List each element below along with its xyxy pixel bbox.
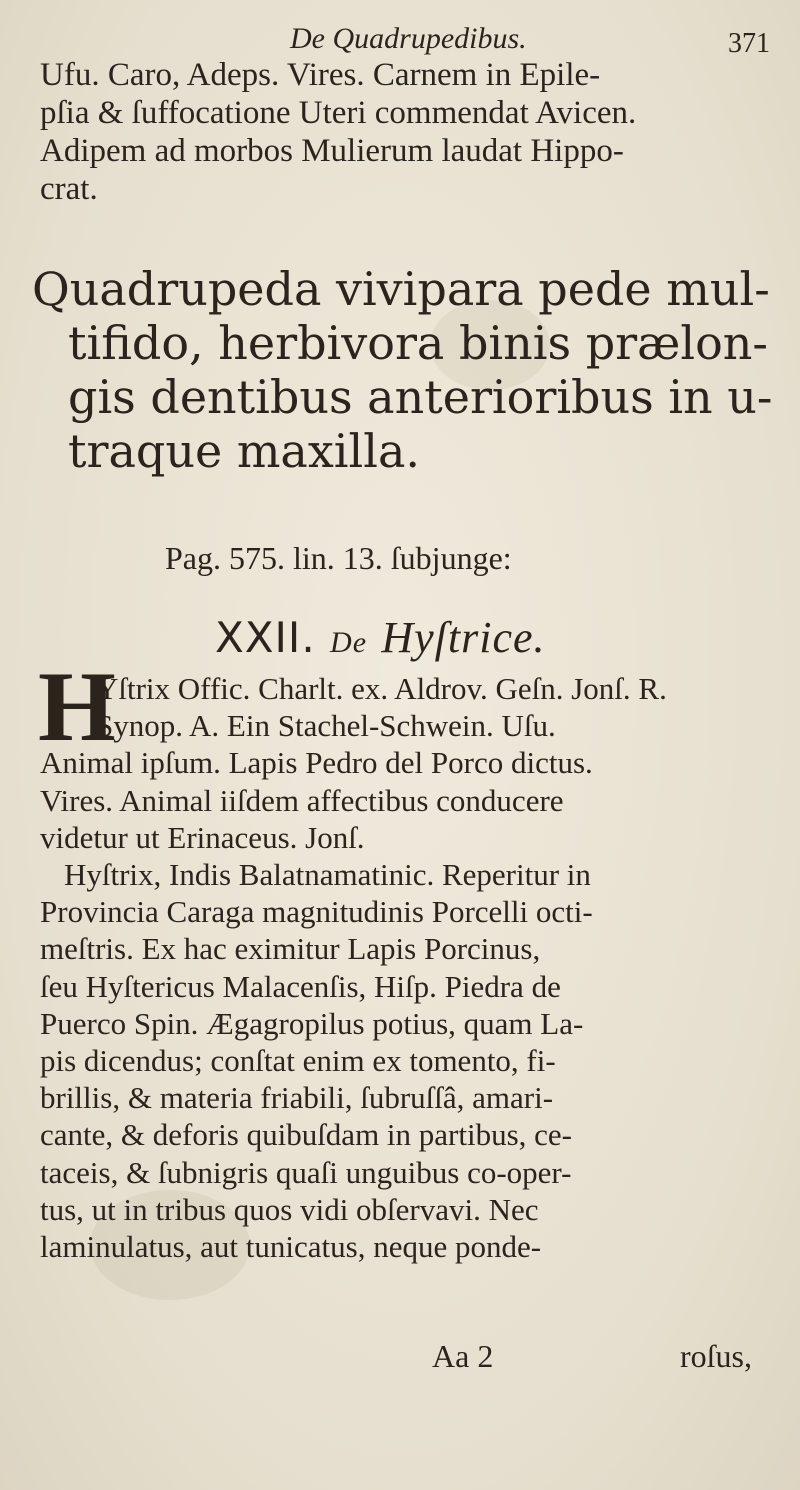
intro-paragraph [40,56,770,208]
entry-name: Hyſtrice. [381,613,546,662]
text-line: Vires. Animal iiſdem affectibus conducere [40,782,564,818]
text-line: pſia & ſuffocatione Uteri commendat Avicen. [40,95,637,131]
page-footer [0,1338,800,1378]
text-line: Provincia Caraga magnitudinis Porcelli octi- [40,894,593,930]
text-line: tus, ut in tribus quos vidi obſervavi. Nec [40,1191,539,1227]
text-line: ſeu Hyſtericus Malacenſis, Hiſp. Piedra de [40,968,561,1004]
heading-line: gis dentibus anterioribus in u- [68,370,773,424]
heading-line: traque maxilla. [68,424,420,478]
page-number: 371 [728,28,770,59]
text-line: laminulatus, aut tunicatus, neque ponde- [40,1229,542,1265]
text-line: Hyſtrix, Indis Balatnamatinic. Reperitur in [64,857,591,893]
running-title: De Quadrupedibus. [290,22,527,55]
catchword: roſus, [680,1338,752,1374]
signature-mark: Aa 2 [432,1338,494,1374]
drop-cap: H [38,651,116,762]
text-line: Yſtrix Offic. Charlt. ex. Aldrov. Geſn. Jonſ. R. [96,671,667,706]
entry-number: XXII. [215,613,316,662]
text-line: pis dicendus; conſtat enim ex tomento, fi- [40,1043,556,1079]
running-head [0,18,800,58]
text-line: cante, & deforis quibuſdam in partibus, ce- [40,1117,573,1153]
text-line: taceis, & ſubnigris quaſi unguibus co-oper- [40,1154,572,1190]
heading-line: tifido, herbivora binis prælon- [68,316,768,370]
text-line: meſtris. Ex hac eximitur Lapis Porcinus, [40,931,541,967]
text-line: Puerco Spin. Ægagropilus potius, quam La- [40,1005,584,1041]
entry-de: De [330,626,368,659]
text-line: Adipem ad morbos Mulierum laudat Hippo- [40,133,624,169]
text-line: videtur ut Erinaceus. Jonſ. [40,819,365,855]
text-line: brillis, & materia friabili, ſubruſſâ, amari- [40,1080,554,1116]
text-line: Synop. A. Ein Stachel-Schwein. Uſu. [96,708,556,744]
text-line: Animal ipſum. Lapis Pedro del Porco dictus. [40,745,593,781]
text-line: crat. [40,171,98,207]
entry-title [215,612,546,663]
page-reference: Pag. 575. lin. 13. ſubjunge: [165,540,512,576]
text-line: Ufu. Caro, Adeps. Vires. Carnem in Epile- [40,57,601,93]
section-heading [32,262,772,478]
heading-line: Quadrupeda vivipara pede mul- [32,262,770,316]
entry-body [40,670,770,1265]
